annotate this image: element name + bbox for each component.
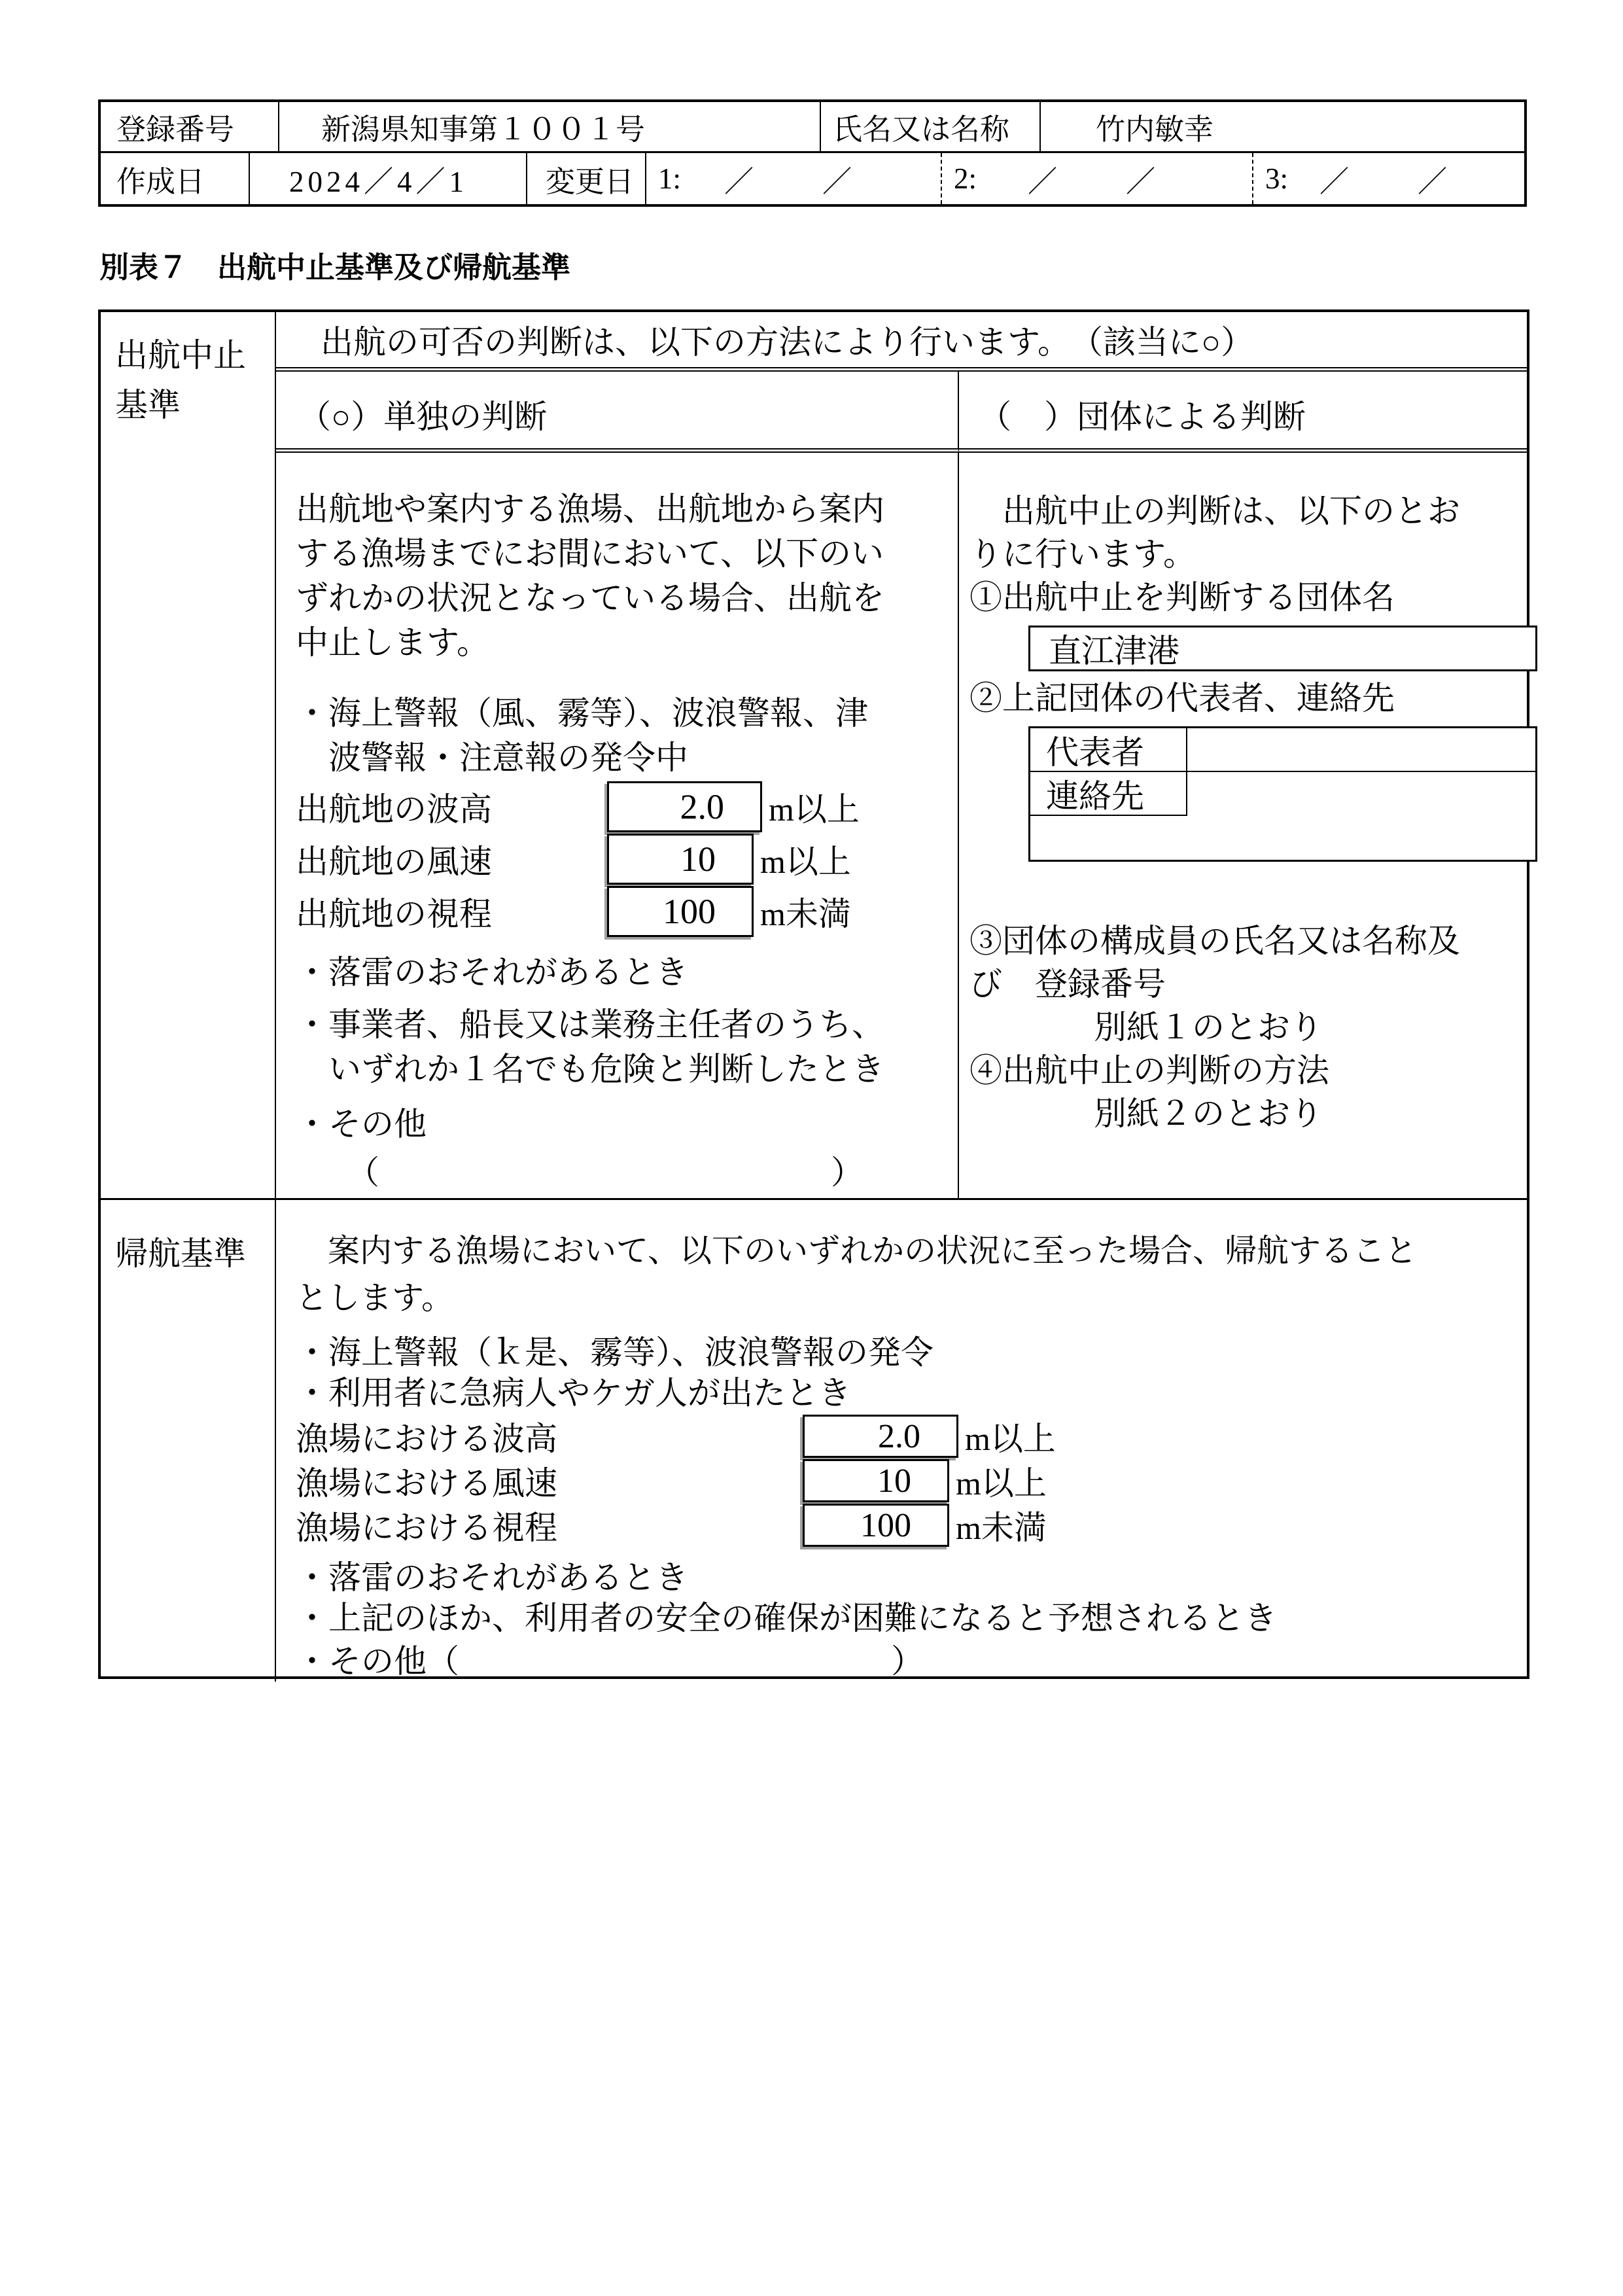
return-other-open: ・その他（	[296, 1643, 459, 1680]
group-item-4: ④出航中止の判断の方法	[969, 1052, 1329, 1089]
changed-date-label: 変更日	[527, 153, 646, 204]
registration-number-label: 登録番号	[101, 102, 279, 151]
return-wave-height-input[interactable]: 2.0	[803, 1415, 958, 1458]
change-date-2-field[interactable]	[942, 153, 1253, 204]
group-item-3-line-1: ③団体の構成員の氏名又は名称及	[969, 923, 1460, 959]
para-line-4: 中止します。	[296, 624, 489, 661]
individual-judgment-header: （○）単独の判断	[276, 372, 959, 453]
return-visibility-row	[296, 1504, 1511, 1547]
group-intro-line-2: りに行います。	[969, 536, 1196, 573]
change-3-number: 3:	[1265, 162, 1289, 195]
group-item-1: ①出航中止を判断する団体名	[969, 579, 1395, 616]
para-line-2: する漁場までにお間において、以下のい	[296, 535, 884, 572]
change-1-number: 1:	[658, 162, 682, 195]
return-lightning-bullet: ・落雷のおそれがあるとき	[296, 1559, 688, 1596]
judgment-method-statement: 出航の可否の判断は、以下の方法により行います。 （該当に○）	[276, 312, 1527, 372]
created-date-label: 作成日	[101, 153, 250, 204]
return-intro-line-2: とします。	[296, 1280, 454, 1316]
departure-visibility-unit: m未満	[760, 896, 851, 932]
blank-space	[459, 1641, 891, 1682]
contact-label: 連絡先	[1030, 772, 1187, 816]
lightning-bullet: ・落雷のおそれがあるとき	[296, 954, 688, 991]
registration-number-value: 新潟県知事第１００１号	[279, 102, 821, 151]
contact-row	[1030, 772, 1535, 816]
change-1-slashes: ／ ／	[724, 165, 872, 198]
change-date-1-field[interactable]	[646, 153, 942, 204]
departure-suspension-label-line1: 出航中止	[115, 337, 246, 374]
group-intro-line-1: 出航中止の判断は、以下のとお	[969, 493, 1460, 529]
departure-visibility-row	[296, 886, 939, 937]
contact-extra-field[interactable]	[1030, 816, 1535, 860]
close-paren: ）	[831, 1154, 864, 1191]
return-intro-line-1: 案内する漁場において、以下のいずれかの状況に至った場合、帰航すること	[296, 1233, 1418, 1269]
return-visibility-unit: m未満	[956, 1510, 1047, 1546]
return-wave-height-label: 漁場における波高	[296, 1421, 557, 1457]
blank-space	[379, 1150, 831, 1195]
group-item-2: ②上記団体の代表者、連絡先	[969, 680, 1395, 716]
other-bullet: ・その他	[296, 1106, 427, 1142]
departure-wave-height-label: 出航地の波高	[296, 791, 492, 828]
return-safety-bullet: ・上記のほか、利用者の安全の確保が困難になると予想されるとき	[296, 1600, 1277, 1636]
created-date-value: 2024／4／1	[250, 153, 527, 204]
departure-wind-speed-row	[296, 834, 939, 885]
departure-wind-speed-unit: m以上	[760, 843, 851, 880]
individual-judgment-content	[276, 453, 959, 1200]
change-3-slashes: ／ ／	[1319, 165, 1467, 198]
departure-wave-height-unit: m以上	[769, 791, 860, 828]
other-blank-field[interactable]	[296, 1150, 939, 1195]
organization-name-field[interactable]: 直江津港	[1028, 626, 1537, 671]
para-line-1: 出航地や案内する漁場、出航地から案内	[296, 491, 884, 527]
name-value: 竹内敏幸	[1096, 113, 1214, 146]
spacer	[296, 665, 939, 691]
return-visibility-label: 漁場における視程	[296, 1510, 557, 1546]
criteria-table	[98, 309, 1529, 1679]
return-criteria-label: 帰航基準	[101, 1200, 276, 1682]
departure-wind-speed-input[interactable]: 10	[607, 834, 754, 885]
departure-visibility-input[interactable]: 100	[607, 886, 754, 937]
warning-bullet-line-2: 波警報・注意報の発令中	[296, 739, 688, 776]
group-judgment-header: （ ）団体による判断	[959, 372, 1527, 453]
operator-bullet-line-1: ・事業者、船長又は業務主任者のうち、	[296, 1006, 884, 1043]
return-wind-speed-row	[296, 1459, 1511, 1502]
operator-bullet-line-2: いずれか１名でも危険と判断したとき	[296, 1051, 884, 1087]
departure-wind-speed-label: 出航地の風速	[296, 843, 492, 880]
return-criteria-content	[276, 1200, 1527, 1682]
para-line-3: ずれかの状況となっている場合、出航を	[296, 580, 884, 616]
departure-suspension-label	[101, 312, 276, 1200]
group-item-3-line-2: び 登録番号	[969, 966, 1166, 1002]
return-other-close: ）	[891, 1643, 924, 1680]
departure-suspension-label-line2: 基準	[115, 387, 181, 423]
departure-visibility-label: 出航地の視程	[296, 896, 492, 932]
name-label: 氏名又は名称	[821, 102, 1041, 151]
group-judgment-content	[959, 453, 1527, 1200]
return-wind-speed-unit: m以上	[956, 1465, 1047, 1502]
return-injury-bullet: ・利用者に急病人やケガ人が出たとき	[296, 1375, 851, 1411]
return-wave-height-row	[296, 1415, 1511, 1458]
header-row-2	[101, 153, 1524, 204]
representative-row	[1030, 728, 1535, 772]
change-date-3-field[interactable]	[1253, 153, 1524, 204]
representative-value-field[interactable]	[1187, 728, 1535, 771]
return-wave-height-unit: m以上	[965, 1421, 1056, 1457]
spacer	[969, 862, 1518, 919]
return-wind-speed-input[interactable]: 10	[803, 1459, 949, 1502]
warning-bullet-line-1: ・海上警報（風、霧等）、波浪警報、津	[296, 695, 868, 732]
departure-wave-height-row	[296, 781, 939, 832]
contact-value-field[interactable]	[1187, 772, 1535, 816]
page-title: 別表７ 出航中止基準及び帰航基準	[99, 251, 571, 284]
return-visibility-input[interactable]: 100	[803, 1504, 949, 1547]
departure-wave-height-input[interactable]: 2.0	[607, 781, 762, 832]
return-wind-speed-label: 漁場における風速	[296, 1465, 557, 1502]
change-2-slashes: ／ ／	[1028, 165, 1176, 198]
return-warning-bullet: ・海上警報（ｋ是、霧等）、波浪警報の発令	[296, 1334, 934, 1371]
open-paren: （	[347, 1154, 379, 1191]
group-item-3-note: 別紙１のとおり	[1094, 1009, 1323, 1046]
registration-header-table	[98, 99, 1527, 207]
representative-contact-table	[1028, 726, 1537, 862]
change-2-number: 2:	[954, 162, 977, 195]
return-other-blank-field[interactable]	[296, 1641, 1511, 1682]
representative-label: 代表者	[1030, 728, 1187, 771]
header-row-1	[101, 102, 1524, 153]
group-item-4-note: 別紙２のとおり	[1094, 1095, 1323, 1132]
